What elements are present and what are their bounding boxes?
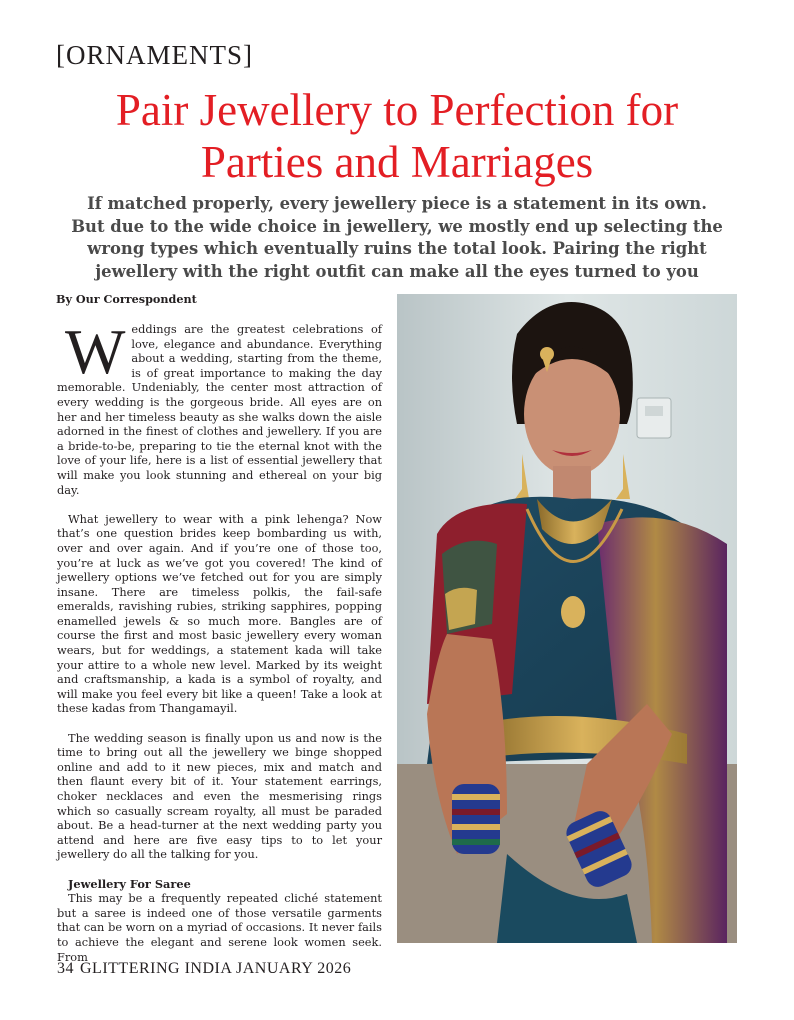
deck-line: wrong types which eventually ruins the total look. Pairing the right — [87, 239, 707, 258]
page-footer — [57, 960, 351, 978]
deck-line: But due to the wide choice in jewellery, we mostly end up selecting the — [71, 216, 723, 236]
headline-line-1: Pair Jewellery to Perfection for — [115, 85, 679, 135]
bride-photo — [397, 294, 737, 943]
paragraph-1-text: eddings are the greatest celebrations of love, elegance and abundance. Everything about a wedding, starting from the theme, is of great importance to making the day memorable. Undeniably, the center most attraction of every wedding is the gorgeous bride. All eyes are on her and her timeless beauty as she walks down the aisle adorned in the finest of clothes and jewellery. If you are a bride-to-be, preparing to tie the eternal knot with the love of your life, here is a list of essential jewellery that will make you look stunning and ethereal on your big day. — [57, 322, 382, 497]
drop-cap: W — [65, 316, 126, 387]
byline: By Our Correspondent — [56, 292, 197, 306]
deck-line: If matched properly, every jewellery piece is a statement in its own. — [87, 194, 707, 213]
article-body — [57, 316, 382, 964]
deck-standfirst — [52, 193, 742, 283]
headline-line-2: Parties and Marriages — [200, 137, 594, 187]
headline — [40, 84, 754, 188]
section-tag: [ORNAMENTS] — [56, 40, 253, 70]
paragraph-1 — [57, 316, 382, 497]
publication-name: GLITTERING INDIA JANUARY 2026 — [80, 960, 352, 977]
subheading: Jewellery For Saree — [68, 876, 191, 891]
deck-line: jewellery with the right outfit can make all the eyes turned to you — [95, 261, 699, 281]
page-number: 34 — [57, 960, 74, 977]
paragraph-2: What jewellery to wear with a pink lehenga? Now that’s one question brides keep bombarding us with, over and over again. And if you’re one of those too, you’re at luck as we’ve got you covered! The kind of jewellery options we’ve fetched out for you are simply insane. There are timeless polkis, the fail-safe emeralds, ravishing rubies, striking sapphires, popping enamelled jewels & so much more. Bangles are of course the first and most basic jewellery every woman wears, but for weddings, a statement kada will take your attire to a whole new level. Marked by its weight and craftsmanship, a kada is a symbol of royalty, and will make you feel every bit like a queen! Take a look at these kadas from Thangamayil. — [57, 511, 382, 716]
paragraph-4: This may be a frequently repeated cliché statement but a saree is indeed one of those versatile garments that can be worn on a myriad of occasions. It never fails to achieve the elegant and serene look women seek. From — [57, 891, 382, 964]
paragraph-3: The wedding season is finally upon us and now is the time to bring out all the jewellery we binge shopped online and add to it new pieces, mix and match and then flaunt every bit of it. Your statement earrings, choker necklaces and even the mesmerising rings which so casually scream royalty, all must be paraded about. Be a head-turner at the next wedding party you attend and here are five easy tips to to let your jewellery do all the talking for you. — [57, 730, 382, 862]
